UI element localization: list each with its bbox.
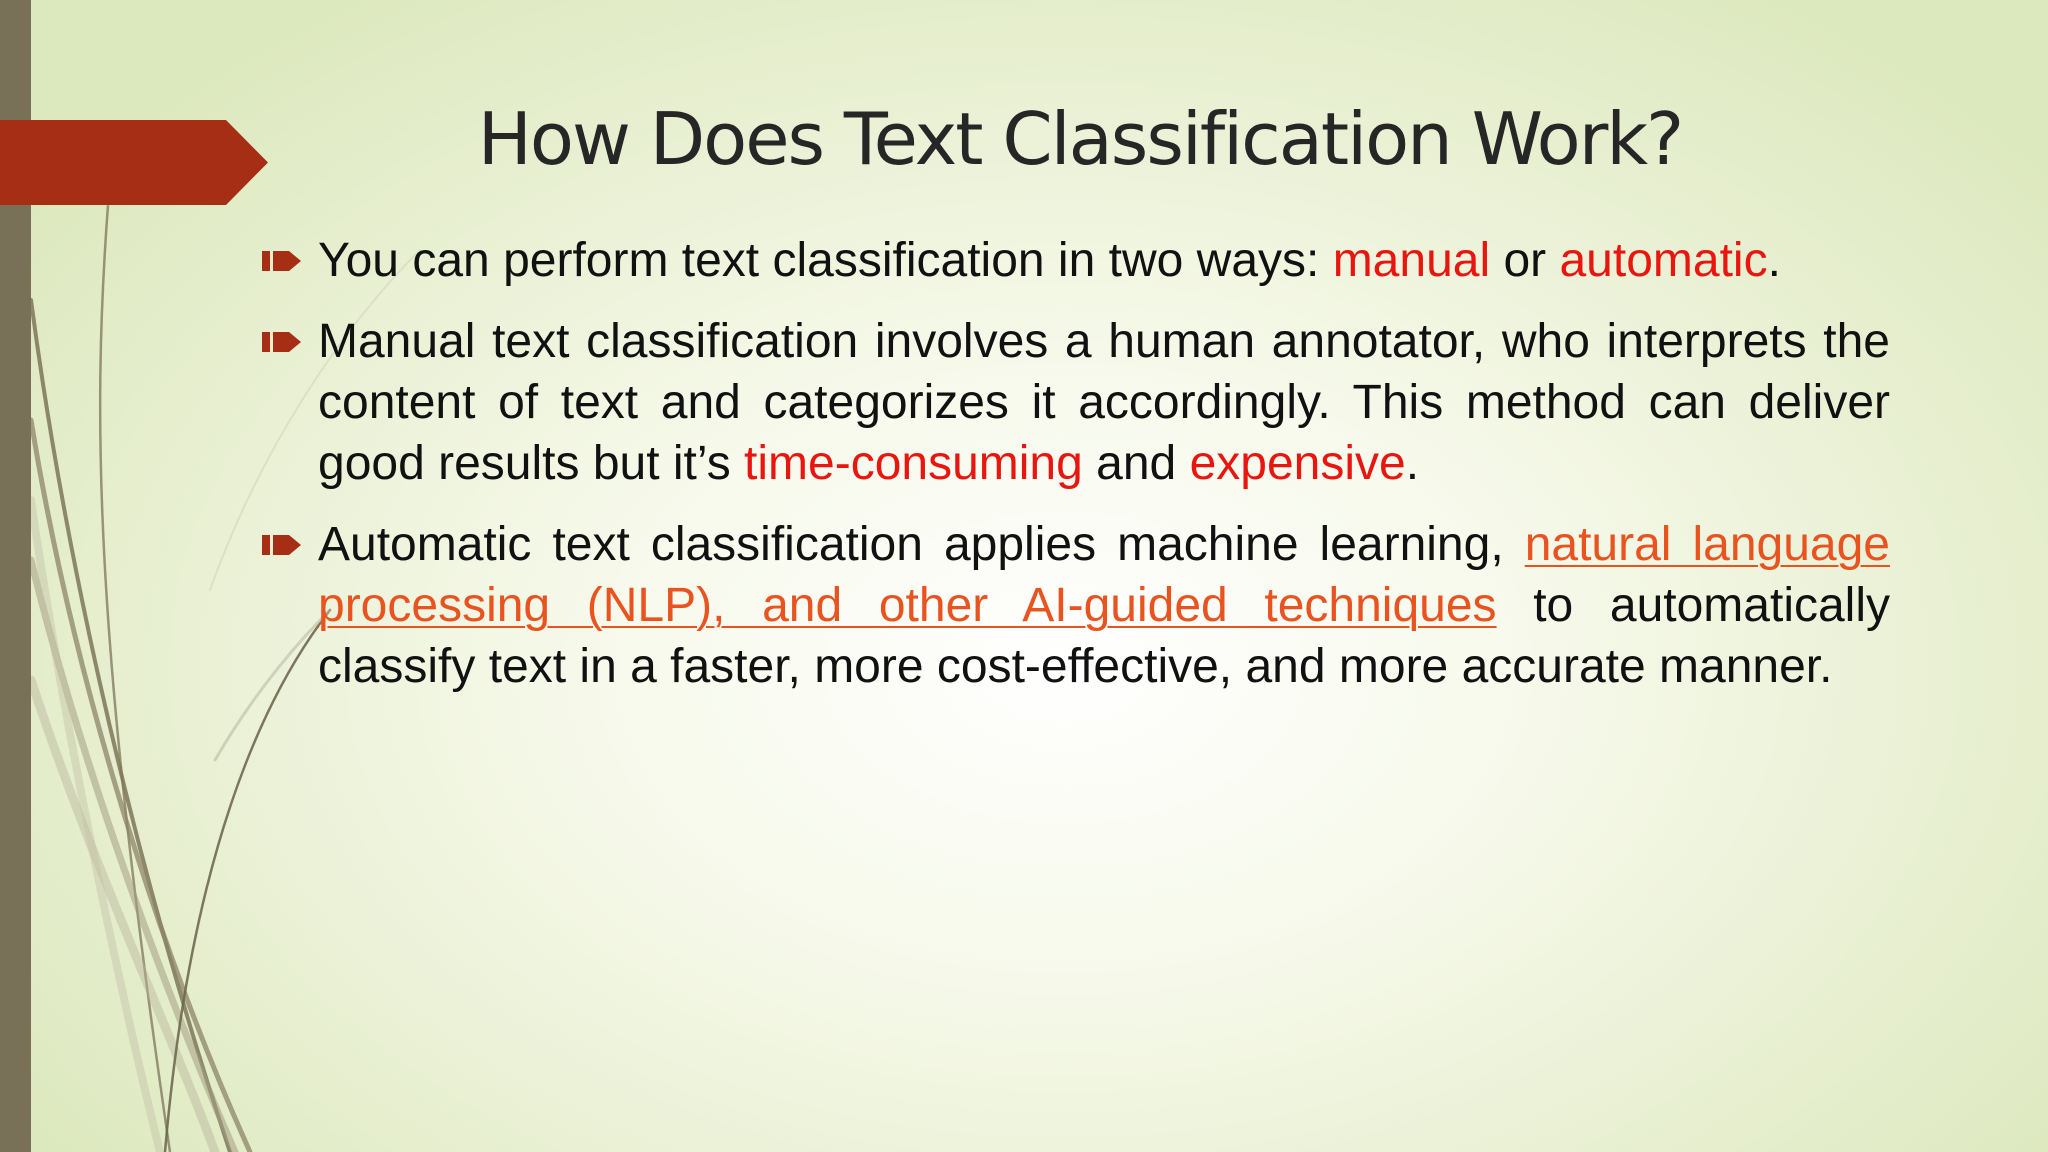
bullet-text: Automatic text classification applies machine learning, bbox=[318, 518, 1525, 571]
arrow-right-bullet-icon bbox=[262, 533, 302, 557]
slide-title: How Does Text Classification Work? bbox=[477, 97, 1683, 181]
bullet-text: . bbox=[1767, 234, 1781, 287]
bullet-text: You can perform text classification in two ways: bbox=[318, 234, 1333, 287]
bullet-item bbox=[262, 311, 1890, 494]
bullet-list bbox=[262, 230, 1890, 717]
highlight-text: expensive bbox=[1189, 437, 1406, 490]
bullet-text: to automatically classify text in a faster, more cost-effective, and more accurate manner. bbox=[318, 579, 1890, 693]
bullet-text: . bbox=[1405, 437, 1420, 490]
hyperlink[interactable]: natural language processing (NLP), and other AI-guided techniques bbox=[318, 518, 1891, 632]
bullet-text: Manual text classification involves a human annotator, who interprets the content of text and categorizes it accordingly. This method can deliver good results but it’s bbox=[318, 315, 1890, 490]
bullet-item bbox=[262, 230, 1890, 291]
highlight-text: manual bbox=[1332, 234, 1491, 287]
bullet-item bbox=[262, 514, 1890, 697]
arrow-right-bullet-icon bbox=[262, 330, 302, 354]
highlight-text: time-consuming bbox=[744, 437, 1083, 490]
bullet-text: or bbox=[1490, 234, 1560, 287]
title-arrow-banner bbox=[0, 120, 270, 205]
arrow-right-bullet-icon bbox=[262, 249, 302, 273]
highlight-text: automatic bbox=[1559, 234, 1768, 287]
bullet-text: and bbox=[1082, 437, 1190, 490]
